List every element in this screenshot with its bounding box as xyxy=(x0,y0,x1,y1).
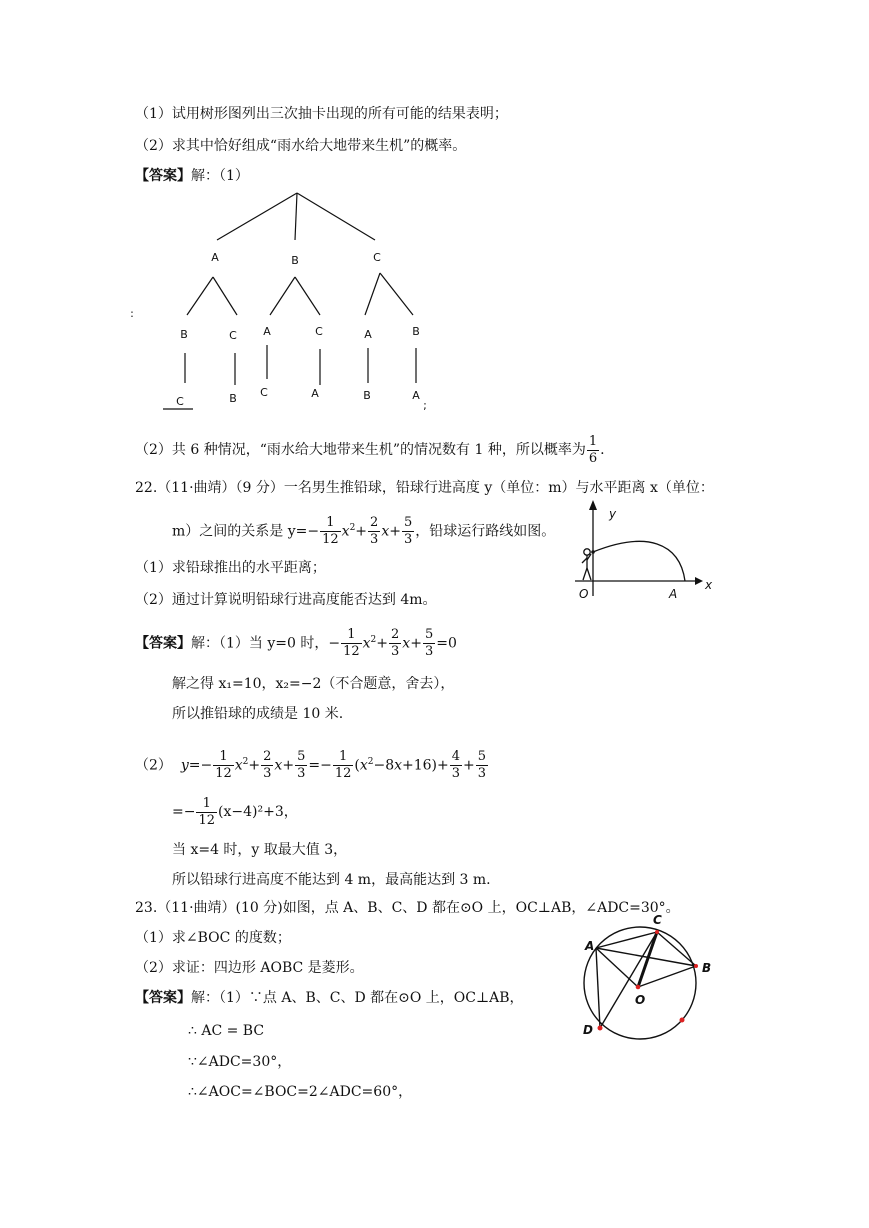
stray-left-mark: : xyxy=(130,307,134,320)
point-a-label: A xyxy=(669,587,678,601)
tree-l2-node: B xyxy=(180,328,188,341)
fraction: $\frac{5}{3}$ xyxy=(297,749,306,782)
a1-text: 解：（1）∵点 A、B、C、D 都在⊙O 上，OC⊥AB， xyxy=(191,990,524,1006)
a2-period: . xyxy=(600,442,605,458)
q23-answer-1 xyxy=(135,988,524,1008)
tree-l3-node: C xyxy=(176,395,184,408)
a2-label: （2） xyxy=(135,757,172,774)
fraction: $\frac{2}{3}$ xyxy=(370,515,379,548)
formula-prefix: m）之间的关系是 y=− xyxy=(172,523,320,540)
circle-figure xyxy=(575,910,725,1060)
q21-part1: （1）试用树形图列出三次抽卡出现的所有可能的结果表明； xyxy=(135,106,508,122)
q21-answer-line xyxy=(135,166,249,186)
q22-head: 22.（11·曲靖）（9 分）一名男生推铅球，铅球行进高度 y（单位：m）与水平距离 x（单位： xyxy=(135,480,714,496)
q23-angle-given: ∵∠ADC=30°， xyxy=(188,1054,292,1070)
answer-tag: 【答案】 xyxy=(135,990,191,1006)
point-d-label: D xyxy=(583,1023,593,1037)
point-a-label: A xyxy=(585,939,595,953)
y-axis-label: y xyxy=(609,507,617,521)
tree-l3-node: B xyxy=(229,392,237,405)
q22-answer-result: 所以推铅球的成绩是 10 米. xyxy=(172,706,344,722)
q22-answer-2: （2） y=− $\frac{1}{12}$ $x^2+$ $\frac{2}{3}$ x+ $\frac{5}{3}$ =− $\frac{1}{12}$ $(x^2-8x+16)+$ $\frac{4}{3}$ + $\frac{5}{3}$ xyxy=(135,749,487,782)
a1-text: 解：（1）当 y=0 时，− xyxy=(191,635,341,652)
x-axis-label: x xyxy=(705,578,713,592)
fraction: $\frac{4}{3}$ xyxy=(451,749,461,782)
point-c-label: C xyxy=(653,913,662,927)
stray-right-mark: ; xyxy=(423,399,427,412)
q23-arc-equality: ∴ AC = BC xyxy=(188,1023,265,1039)
fraction: $\frac{1}{12}$ xyxy=(343,627,360,660)
fraction: $\frac{2}{3}$ xyxy=(263,749,272,782)
fraction: $\frac{1}{12}$ xyxy=(334,749,352,782)
vertex-form-tail: (x−4)²+3， xyxy=(218,804,298,820)
a2-text: （2）共 6 种情况，“雨水给大地带来生机”的情况数有 1 种，所以概率为 xyxy=(135,442,586,458)
tree-l1-b: B xyxy=(291,254,299,267)
q23-part2: （2）求证：四边形 AOBC 是菱形。 xyxy=(135,960,364,976)
q22-answer-conclusion: 所以铅球行进高度不能达到 4 m，最高能达到 3 m. xyxy=(172,872,491,888)
fraction: $\frac{5}{3}$ xyxy=(477,749,487,782)
point-b-label: B xyxy=(702,961,712,975)
fraction xyxy=(587,434,599,467)
tree-l3-node: B xyxy=(363,389,371,402)
q22-part2: （2）通过计算说明铅球行进高度能否达到 4m。 xyxy=(135,592,437,608)
fraction: $\frac{2}{3}$ xyxy=(391,627,400,660)
q22-answer-roots: 解之得 x₁=10，x₂=−2（不合题意，舍去）， xyxy=(172,676,455,692)
tree-l2-node: A xyxy=(263,325,271,338)
tree-l2-node: C xyxy=(229,329,237,342)
formula-suffix: ，铅球运行路线如图。 xyxy=(415,523,556,540)
q21-answer-2 xyxy=(135,430,605,470)
answer-lead: 解：（1） xyxy=(191,168,249,184)
q23-angle-result: ∴∠AOC=∠BOC=2∠ADC=60°， xyxy=(188,1084,413,1100)
tree-l2-node: A xyxy=(364,328,372,341)
q22-answer-max: 当 x=4 时，y 取最大值 3， xyxy=(172,842,348,858)
answer-tag: 【答案】 xyxy=(135,168,191,184)
answer-tag: 【答案】 xyxy=(135,635,191,652)
q23-head: 23.（11·曲靖）(10 分)如图，点 A、B、C、D 都在⊙O 上，OC⊥AB，∠ADC=30°。 xyxy=(135,900,680,916)
point-o-label: O xyxy=(635,993,646,1007)
fraction: $\frac{1}{12}$ xyxy=(198,795,216,828)
q21-part2: （2）求其中恰好组成“雨水给大地带来生机”的概率。 xyxy=(135,138,467,154)
q23-part1: （1）求∠BOC 的度数； xyxy=(135,930,291,946)
tree-diagram xyxy=(125,185,445,425)
q22-answer-1: 【答案】解：（1）当 y=0 时，− $\frac{1}{12}$ $x^2+$ $\frac{2}{3}$ x+ $\frac{5}{3}$ =0 xyxy=(135,627,457,660)
q22-part1: （1）求铅球推出的水平距离； xyxy=(135,560,326,576)
q22-answer-2-vertex: =− $\frac{1}{12}$ (x−4)²+3， xyxy=(172,795,298,828)
tree-l2-node: C xyxy=(315,325,323,338)
shot-put-graph xyxy=(565,496,725,606)
tree-l3-node: A xyxy=(311,387,319,400)
fraction: $\frac{1}{12}$ xyxy=(322,515,339,548)
tree-l1-a: A xyxy=(211,251,219,264)
tree-l2-node: B xyxy=(412,325,420,338)
tree-l1-c: C xyxy=(373,251,381,264)
numerator: 1 xyxy=(588,433,598,449)
fraction: $\frac{1}{12}$ xyxy=(215,749,232,782)
q22-formula-line: m）之间的关系是 y=− $\frac{1}{12}$ $x^2+$ $\frac{2}{3}$ x+ $\frac{5}{3}$ ，铅球运行路线如图。 xyxy=(172,515,556,548)
fraction: $\frac{5}{3}$ xyxy=(424,627,434,660)
tree-l3-node: A xyxy=(412,389,420,402)
tree-l3-node: C xyxy=(260,386,268,399)
fraction: $\frac{5}{3}$ xyxy=(403,515,413,548)
denominator: 6 xyxy=(588,450,598,466)
origin-label: O xyxy=(579,587,589,601)
